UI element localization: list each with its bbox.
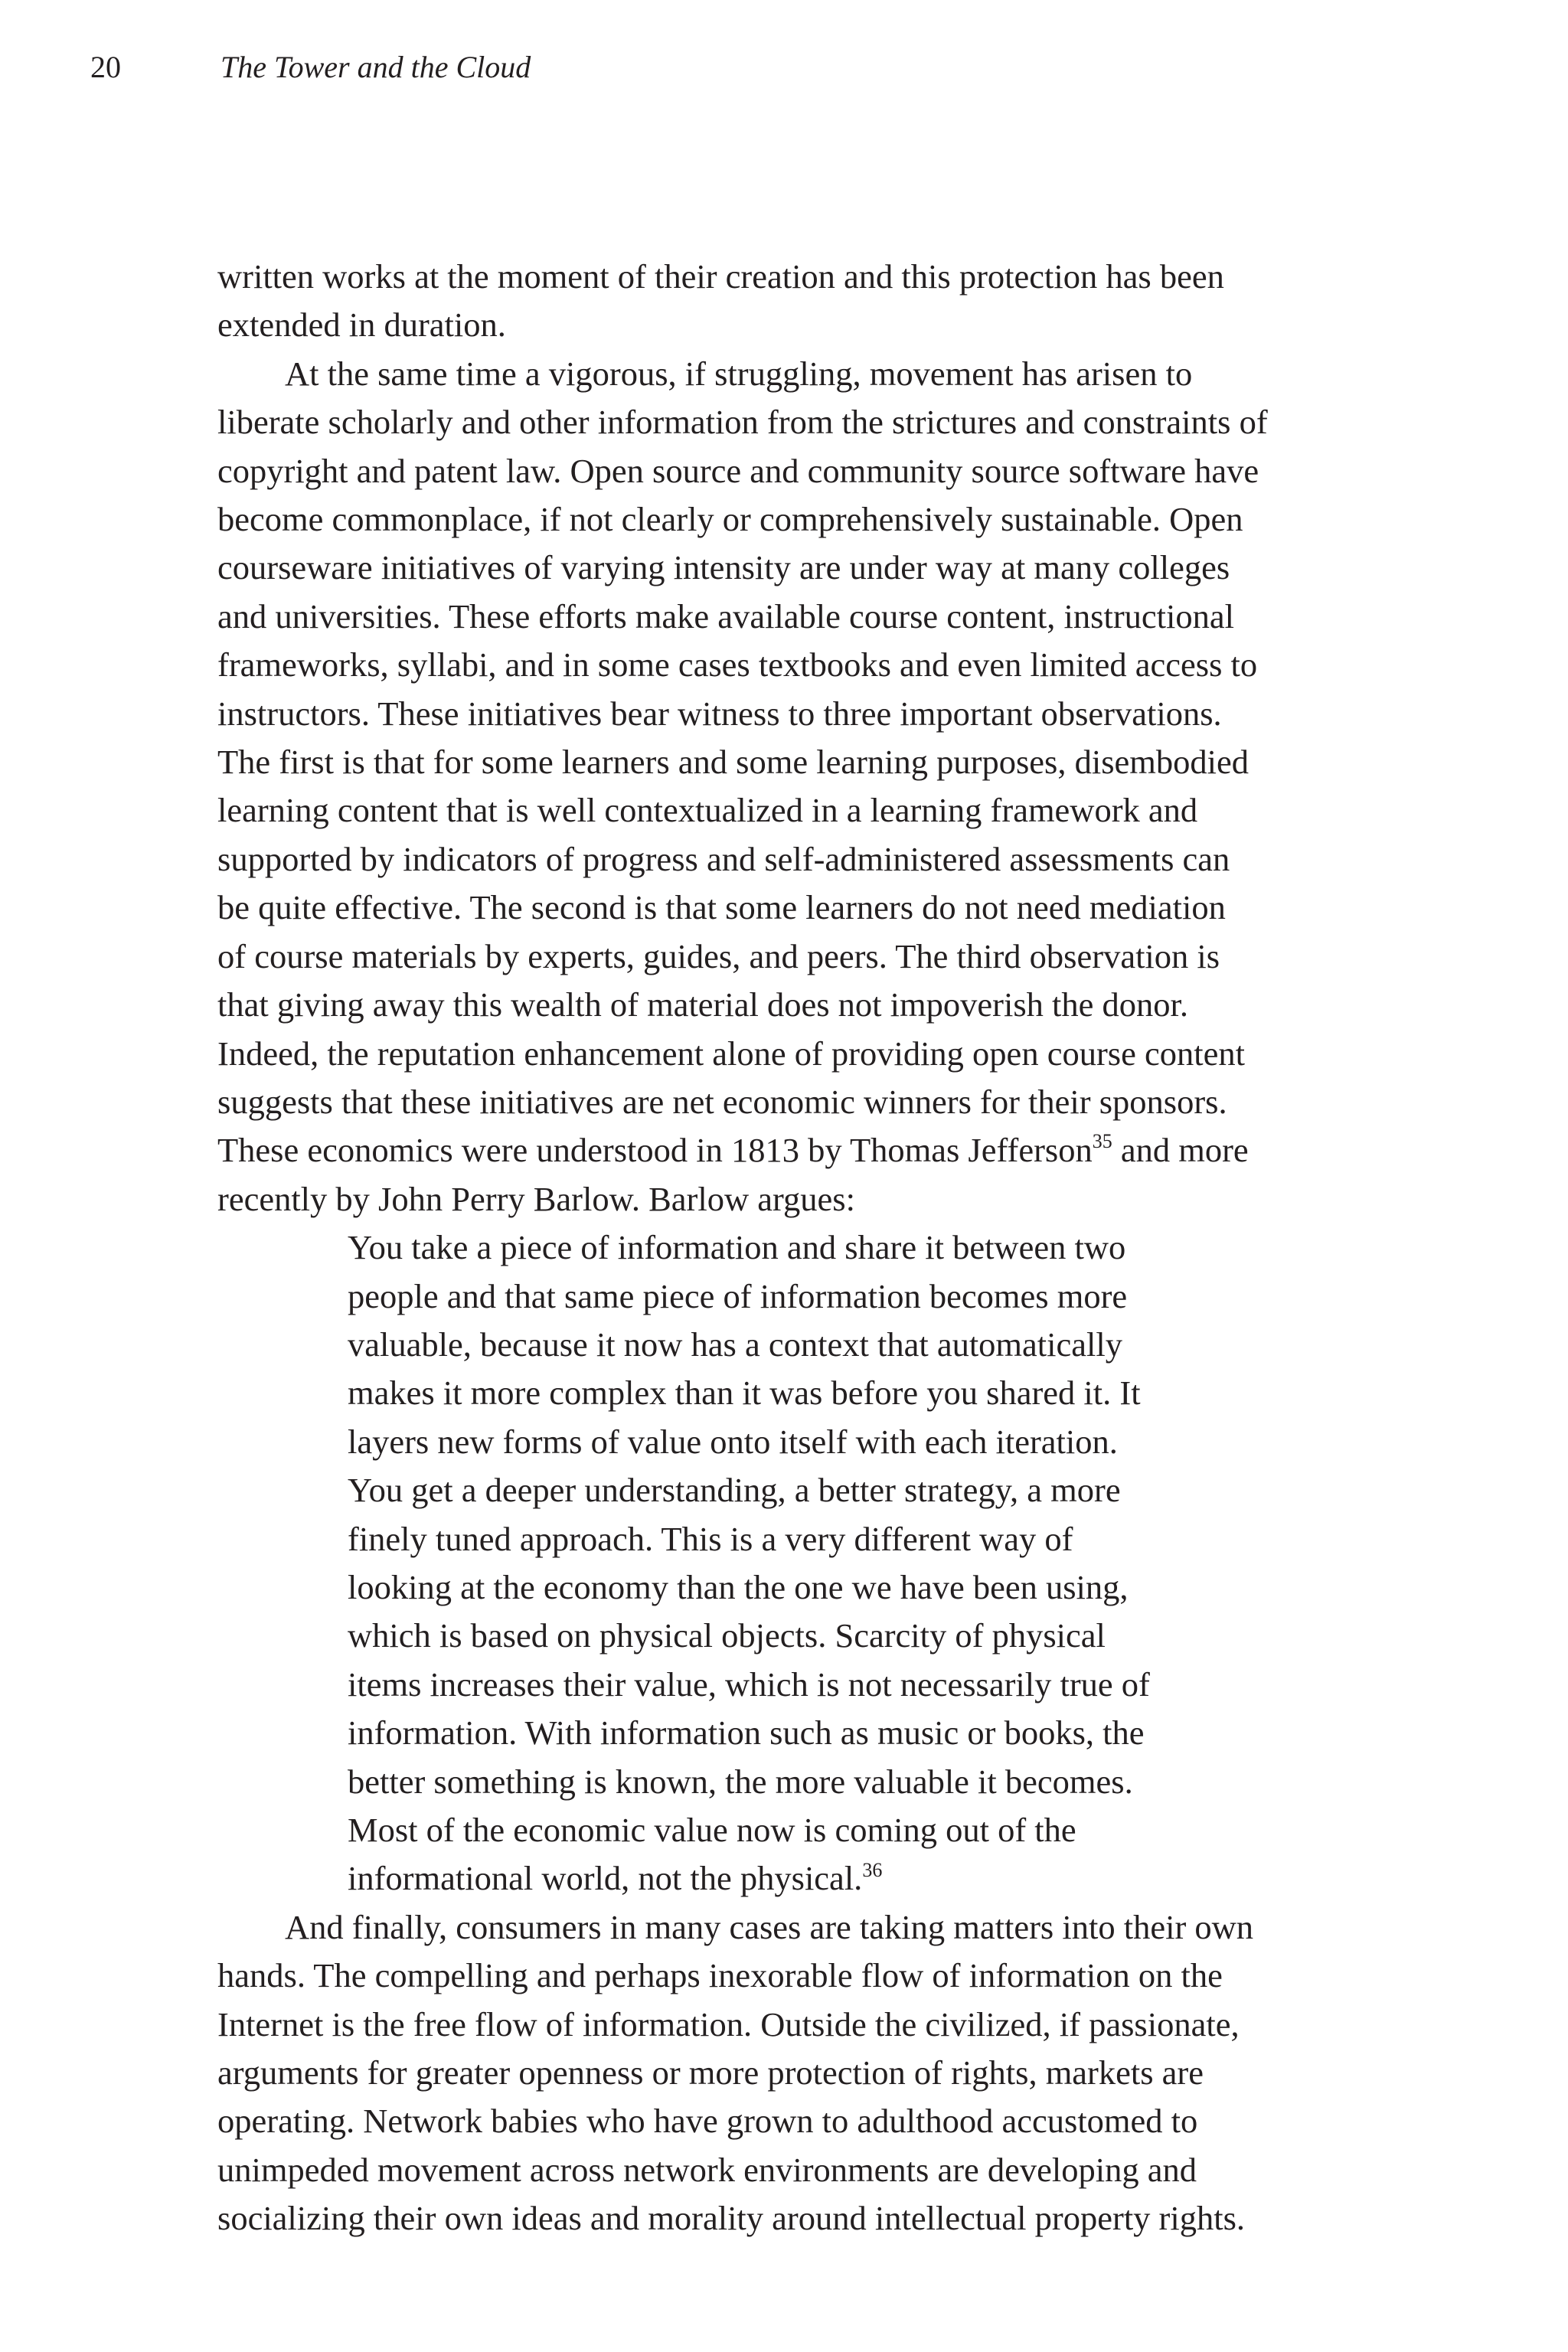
- text-line: and universities. These efforts make available course content, instructional: [217, 596, 1234, 635]
- jefferson-text: These economics were understood in 1813 by Thomas Jefferson: [217, 1131, 1093, 1170]
- quote-line: layers new forms of value onto itself with each iteration.: [348, 1422, 1118, 1461]
- text-line: copyright and patent law. Open source and community source software have: [217, 451, 1259, 490]
- block-quote: [217, 1223, 1358, 1903]
- running-head: [90, 47, 531, 87]
- text-line: be quite effective. The second is that some learners do not need mediation: [217, 888, 1226, 927]
- text-line: liberate scholarly and other information from the strictures and constraints of: [217, 403, 1268, 442]
- text-line: of course materials by experts, guides, and peers. The third observation is: [217, 936, 1220, 975]
- text-line: instructors. These initiatives bear witness to three important observations.: [217, 694, 1222, 733]
- text-line: extended in duration.: [217, 305, 506, 345]
- text-line: learning content that is well contextualized in a learning framework and: [217, 791, 1198, 830]
- text-line: written works at the moment of their creation and this protection has been: [217, 257, 1224, 296]
- text-line: become commonplace, if not clearly or comprehensively sustainable. Open: [217, 500, 1243, 539]
- quote-line: You take a piece of information and share it between two: [348, 1228, 1126, 1267]
- quote-line: makes it more complex than it was before you shared it. It: [348, 1374, 1141, 1413]
- page-number: 20: [90, 50, 121, 84]
- text-line: supported by indicators of progress and self-administered assessments can: [217, 839, 1230, 878]
- footnote-ref-36: 36: [862, 1858, 883, 1881]
- quote-last-text: informational world, not the physical.: [348, 1859, 863, 1898]
- paragraph-consumers: [217, 1903, 1358, 2243]
- text-line: that giving away this wealth of material does not impoverish the donor.: [217, 985, 1188, 1024]
- jefferson-text-end: and more: [1112, 1131, 1249, 1170]
- quote-line: better something is known, the more valuable it becomes.: [348, 1762, 1133, 1801]
- quote-line: information. With information such as music or books, the: [348, 1713, 1145, 1753]
- text-line: And finally, consumers in many cases are taking matters into their own: [285, 1907, 1254, 1946]
- paragraph-open-access: [217, 350, 1358, 1223]
- text-line: courseware initiatives of varying intensity are under way at many colleges: [217, 548, 1230, 587]
- text-line: suggests that these initiatives are net economic winners for their sponsors.: [217, 1082, 1227, 1121]
- quote-line: looking at the economy than the one we have been using,: [348, 1567, 1129, 1606]
- text-line: At the same time a vigorous, if struggling, movement has arisen to: [285, 354, 1193, 393]
- text-line: The first is that for some learners and some learning purposes, disembodied: [217, 743, 1250, 782]
- text-line: socializing their own ideas and morality around intellectual property rights.: [217, 2199, 1246, 2238]
- text-line: Internet is the free flow of information. Outside the civilized, if passionate,: [217, 2004, 1240, 2043]
- body-text: [217, 253, 1358, 2243]
- paragraph-continuation: [217, 253, 1358, 350]
- text-line: frameworks, syllabi, and in some cases textbooks and even limited access to: [217, 645, 1258, 684]
- text-line: hands. The compelling and perhaps inexorable flow of information on the: [217, 1956, 1223, 1995]
- quote-line: people and that same piece of information becomes more: [348, 1276, 1128, 1315]
- quote-line: which is based on physical objects. Scarcity of physical: [348, 1616, 1106, 1655]
- quote-line: valuable, because it now has a context that automatically: [348, 1325, 1123, 1364]
- running-title: The Tower and the Cloud: [220, 50, 531, 84]
- quote-line: items increases their value, which is not necessarily true of: [348, 1664, 1150, 1704]
- footnote-ref-35: 35: [1092, 1130, 1112, 1153]
- quote-line: [217, 1854, 1358, 1903]
- quote-line: You get a deeper understanding, a better strategy, a more: [348, 1471, 1121, 1510]
- quote-line: finely tuned approach. This is a very different way of: [348, 1519, 1073, 1558]
- text-line: [217, 1126, 1358, 1174]
- quote-line: Most of the economic value now is coming out of the: [348, 1811, 1076, 1849]
- text-line: operating. Network babies who have grown to adulthood accustomed to: [217, 2102, 1198, 2141]
- text-line: unimpeded movement across network environments are developing and: [217, 2150, 1197, 2189]
- text-line: arguments for greater openness or more protection of rights, markets are: [217, 2053, 1204, 2092]
- text-line: recently by John Perry Barlow. Barlow argues:: [217, 1179, 855, 1218]
- text-line: Indeed, the reputation enhancement alone of providing open course content: [217, 1034, 1245, 1073]
